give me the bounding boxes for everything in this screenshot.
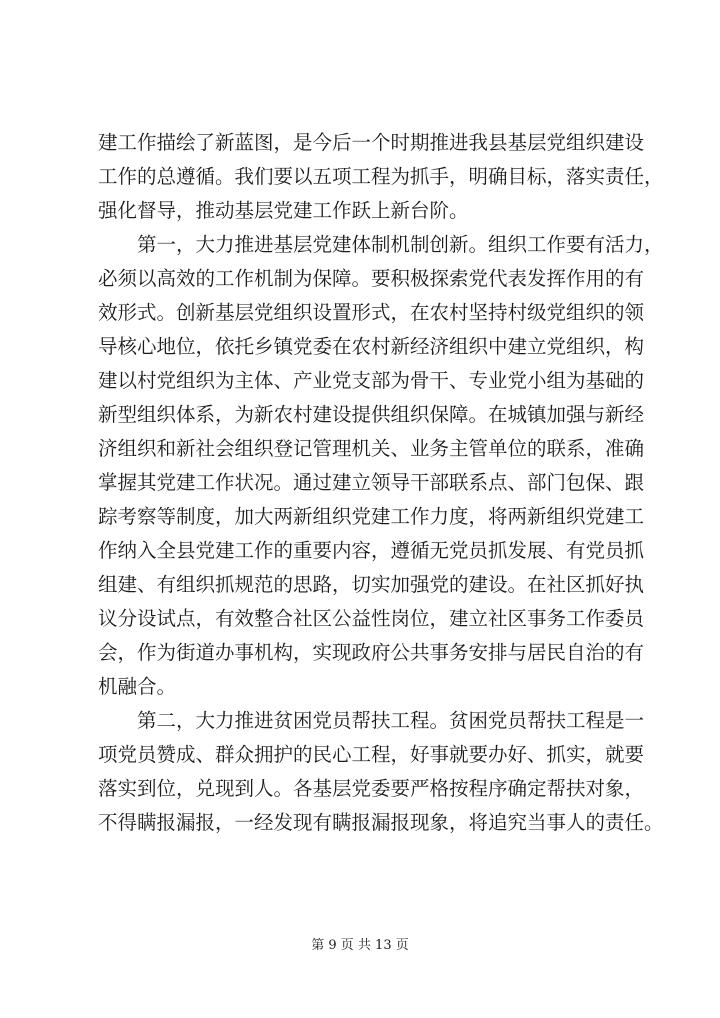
text-line: 工作的总遵循。我们要以五项工程为抓手，明确目标，落实责任， bbox=[98, 165, 664, 188]
text-line: 不得瞒报漏报，一经发现有瞒报漏报现象，将追究当事人的责任。 bbox=[98, 811, 664, 834]
text-line: 导核心地位，依托乡镇党委在农村新经济组织中建立党组织，构 bbox=[98, 335, 645, 358]
text-line: 掌握其党建工作状况。通过建立领导干部联系点、部门包保、跟 bbox=[98, 471, 645, 494]
paragraph-1 bbox=[98, 126, 664, 228]
text-line: 踪考察等制度，加大两新组织党建工作力度，将两新组织党建工 bbox=[98, 505, 645, 528]
text-line: 项党员赞成、群众拥护的民心工程，好事就要办好、抓实，就要 bbox=[98, 743, 645, 766]
paragraph-2 bbox=[98, 228, 664, 704]
text-line: 落实到位，兑现到人。各基层党委要严格按程序确定帮扶对象， bbox=[98, 777, 645, 800]
text-line: 新型组织体系，为新农村建设提供组织保障。在城镇加强与新经 bbox=[98, 403, 645, 426]
text-line: 效形式。创新基层党组织设置形式，在农村坚持村级党组织的领 bbox=[98, 301, 645, 324]
document-body bbox=[98, 126, 664, 840]
text-line: 建以村党组织为主体、产业党支部为骨干、专业党小组为基础的 bbox=[98, 369, 645, 392]
text-line: 议分设试点，有效整合社区公益性岗位，建立社区事务工作委员 bbox=[98, 607, 645, 630]
text-line: 强化督导，推动基层党建工作跃上新台阶。 bbox=[98, 199, 469, 222]
text-line: 必须以高效的工作机制为保障。要积极探索党代表发挥作用的有 bbox=[98, 267, 645, 290]
text-line: 会，作为街道办事机构，实现政府公共事务安排与居民自治的有 bbox=[98, 641, 645, 664]
page-number-footer: 第 9 页 共 13 页 bbox=[311, 938, 409, 953]
text-line: 组建、有组织抓规范的思路，切实加强党的建设。在社区抓好执 bbox=[98, 573, 645, 596]
text-line: 作纳入全县党建工作的重要内容，遵循无党员抓发展、有党员抓 bbox=[98, 539, 645, 562]
text-line: 建工作描绘了新蓝图，是今后一个时期推进我县基层党组织建设 bbox=[98, 131, 645, 154]
paragraph-3 bbox=[98, 704, 664, 840]
text-line: 第一，大力推进基层党建体制机制创新。组织工作要有活力， bbox=[137, 233, 664, 256]
text-line: 机融合。 bbox=[98, 675, 177, 698]
text-line: 济组织和新社会组织登记管理机关、业务主管单位的联系，准确 bbox=[98, 437, 645, 460]
text-line: 第二，大力推进贫困党员帮扶工程。贫困党员帮扶工程是一 bbox=[137, 709, 645, 732]
